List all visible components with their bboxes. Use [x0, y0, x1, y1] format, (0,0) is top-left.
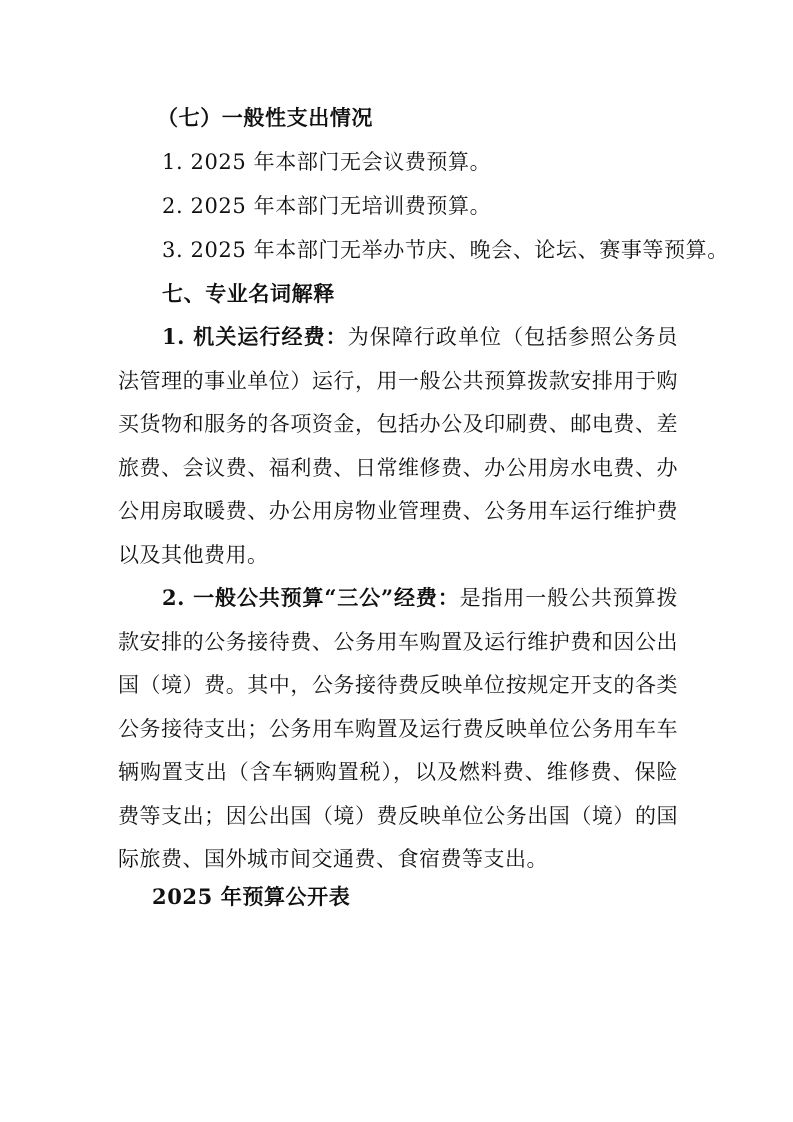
- definition-text: 是指用一般公共预算拨款安排的公务接待费、公务用车购置及运行维护费和因公出国（境）费。其中，公务接待费反映单位按规定开支的各类公务接待支出；公务用车购置及运行费反映单位公务用车车辆购置支出（含车辆购置税），以及燃料费、维修费、保险费等支出；因公出国（境）费反映单位公务出国（境）的国际旅费、国外城市间交通费、食宿费等支出。: [118, 586, 678, 871]
- definition-three-public-funds: [118, 576, 678, 882]
- expenditure-item-events: 3. 2025 年本部门无举办节庆、晚会、论坛、赛事等预算。: [162, 238, 729, 262]
- definition-operating-funds: [118, 315, 678, 577]
- definition-term: 2. 一般公共预算“三公”经费：: [162, 585, 460, 610]
- section-heading-general-expenditure: （七）一般性支出情况: [157, 105, 373, 130]
- glossary-heading: 七、专业名词解释: [162, 281, 335, 306]
- expenditure-item-meeting-fee: 1. 2025 年本部门无会议费预算。: [162, 150, 492, 174]
- definition-text: 为保障行政单位（包括参照公务员法管理的事业单位）运行，用一般公共预算拨款安排用于购买货物和服务的各项资金，包括办公及印刷费、邮电费、差旅费、会议费、福利费、日常维修费、办公用房水电费、办公用房取暖费、办公用房物业管理费、公务用车运行维护费以及其他费用。: [118, 325, 679, 567]
- budget-table-title: 2025 年预算公开表: [152, 884, 351, 909]
- definition-term: 1. 机关运行经费：: [162, 324, 348, 349]
- expenditure-item-training-fee: 2. 2025 年本部门无培训费预算。: [162, 194, 492, 218]
